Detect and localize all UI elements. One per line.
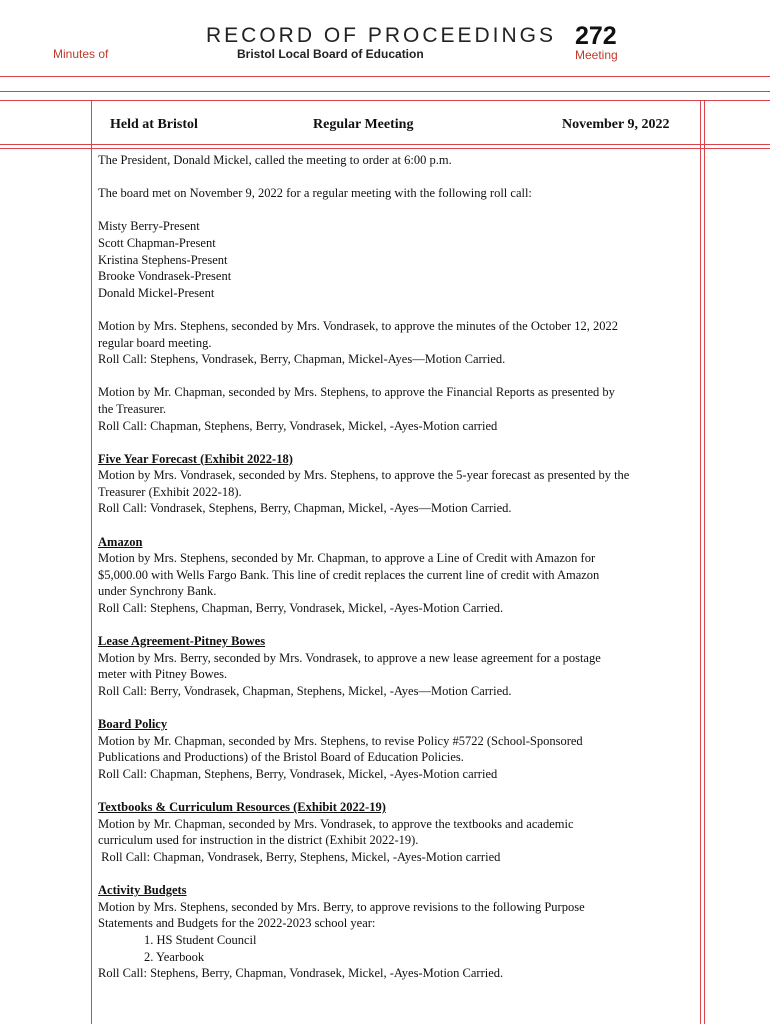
motion-line: Roll Call: Chapman, Stephens, Berry, Vondrasek, Mickel, -Ayes-Motion carried — [98, 766, 498, 781]
section-activity — [98, 882, 698, 982]
record-title: RECORD OF PROCEEDINGS — [206, 24, 557, 47]
page-number: 272 — [575, 22, 617, 50]
section-amazon — [98, 534, 698, 617]
motion-line: Motion by Mrs. Vondrasek, seconded by Mrs. Stephens, to approve the 5-year forecast as presented by the — [98, 468, 630, 483]
motion-line: Roll Call: Chapman, Stephens, Berry, Vondrasek, Mickel, -Ayes-Motion carried — [98, 418, 498, 433]
minutes-body — [98, 152, 698, 998]
motion-line: Motion by Mrs. Berry, seconded by Mrs. Vondrasek, to approve a new lease agreement for a postage — [98, 650, 601, 665]
info-rule-1 — [0, 144, 770, 145]
motion-line: the Treasurer. — [98, 401, 167, 416]
roll-member: Scott Chapman-Present — [98, 235, 216, 250]
motion-line: Motion by Mr. Chapman, seconded by Mrs. Stephens, to approve the Financial Reports as presented by — [98, 385, 615, 400]
margin-rule-right-2 — [704, 100, 705, 1024]
section-textbooks — [98, 799, 698, 865]
motion-minutes — [98, 318, 698, 368]
meeting-date: November 9, 2022 — [562, 117, 670, 132]
roll-member: Donald Mickel-Present — [98, 285, 215, 300]
motion-line: Publications and Productions) of the Bristol Board of Education Policies. — [98, 750, 464, 765]
motion-line: Statements and Budgets for the 2022-2023 school year: — [98, 916, 376, 931]
list-item: 2. Yearbook — [144, 949, 205, 964]
motion-line: Roll Call: Chapman, Vondrasek, Berry, Stephens, Mickel, -Ayes-Motion carried — [98, 849, 501, 864]
list-item: 1. HS Student Council — [144, 932, 257, 947]
meeting-label: Meeting — [575, 48, 618, 62]
motion-line: curriculum used for instruction in the district (Exhibit 2022-19). — [98, 833, 419, 848]
motion-line: Roll Call: Vondrasek, Stephens, Berry, Chapman, Mickel, -Ayes—Motion Carried. — [98, 501, 512, 516]
header-rule-top — [0, 76, 770, 77]
motion-line: $5,000.00 with Wells Fargo Bank. This line of credit replaces the current line of credit with Amazon — [98, 567, 600, 582]
section-heading: Activity Budgets — [98, 883, 187, 898]
motion-financial — [98, 384, 698, 434]
header-rule-3 — [0, 100, 770, 101]
motion-line: meter with Pitney Bowes. — [98, 667, 228, 682]
motion-line: regular board meeting. — [98, 335, 212, 350]
section-heading: Lease Agreement-Pitney Bowes — [98, 634, 266, 649]
section-heading: Board Policy — [98, 717, 168, 732]
section-forecast — [98, 451, 698, 517]
held-at: Held at Bristol — [110, 117, 198, 132]
motion-line: Motion by Mr. Chapman, seconded by Mrs. Stephens, to revise Policy #5722 (School-Sponsored — [98, 733, 583, 748]
roll-member: Misty Berry-Present — [98, 219, 200, 234]
info-rule-2 — [0, 148, 770, 149]
section-heading: Textbooks & Curriculum Resources (Exhibit 2022-19) — [98, 800, 386, 815]
section-heading: Amazon — [98, 534, 143, 549]
margin-rule-left — [91, 100, 92, 1024]
motion-line: Treasurer (Exhibit 2022-18). — [98, 484, 242, 499]
meeting-type: Regular Meeting — [313, 117, 414, 132]
motion-line: Motion by Mr. Chapman, seconded by Mrs. Vondrasek, to approve the textbooks and academic — [98, 816, 574, 831]
motion-line: Roll Call: Berry, Vondrasek, Chapman, Stephens, Mickel, -Ayes—Motion Carried. — [98, 684, 512, 698]
motion-line: Motion by Mrs. Stephens, seconded by Mr. Chapman, to approve a Line of Credit with Amazon for — [98, 551, 596, 566]
section-policy — [98, 716, 698, 782]
motion-line: under Synchrony Bank. — [98, 584, 217, 599]
board-name: Bristol Local Board of Education — [237, 47, 424, 61]
roll-call-intro: The board met on November 9, 2022 for a regular meeting with the following roll call: — [98, 186, 532, 201]
roll-member: Kristina Stephens-Present — [98, 252, 228, 267]
section-heading: Five Year Forecast (Exhibit 2022-18) — [98, 451, 293, 466]
minutes-of-label: Minutes of — [53, 47, 109, 61]
header-rule-2 — [0, 91, 770, 92]
margin-rule-right-1 — [700, 100, 701, 1024]
motion-line: Roll Call: Stephens, Vondrasek, Berry, Chapman, Mickel-Ayes—Motion Carried. — [98, 352, 506, 367]
section-lease — [98, 633, 698, 699]
motion-line: Motion by Mrs. Stephens, seconded by Mrs. Vondrasek, to approve the minutes of the October 12, 2022 — [98, 318, 618, 333]
roll-call-list — [98, 218, 698, 301]
motion-line: Motion by Mrs. Stephens, seconded by Mrs. Berry, to approve revisions to the following Purpose — [98, 899, 585, 914]
roll-member: Brooke Vondrasek-Present — [98, 269, 232, 284]
motion-line: Roll Call: Stephens, Chapman, Berry, Vondrasek, Mickel, -Ayes-Motion Carried. — [98, 601, 504, 616]
motion-line: Roll Call: Stephens, Berry, Chapman, Vondrasek, Mickel, -Ayes-Motion Carried. — [98, 966, 504, 981]
opening-line: The President, Donald Mickel, called the meeting to order at 6:00 p.m. — [98, 153, 452, 167]
